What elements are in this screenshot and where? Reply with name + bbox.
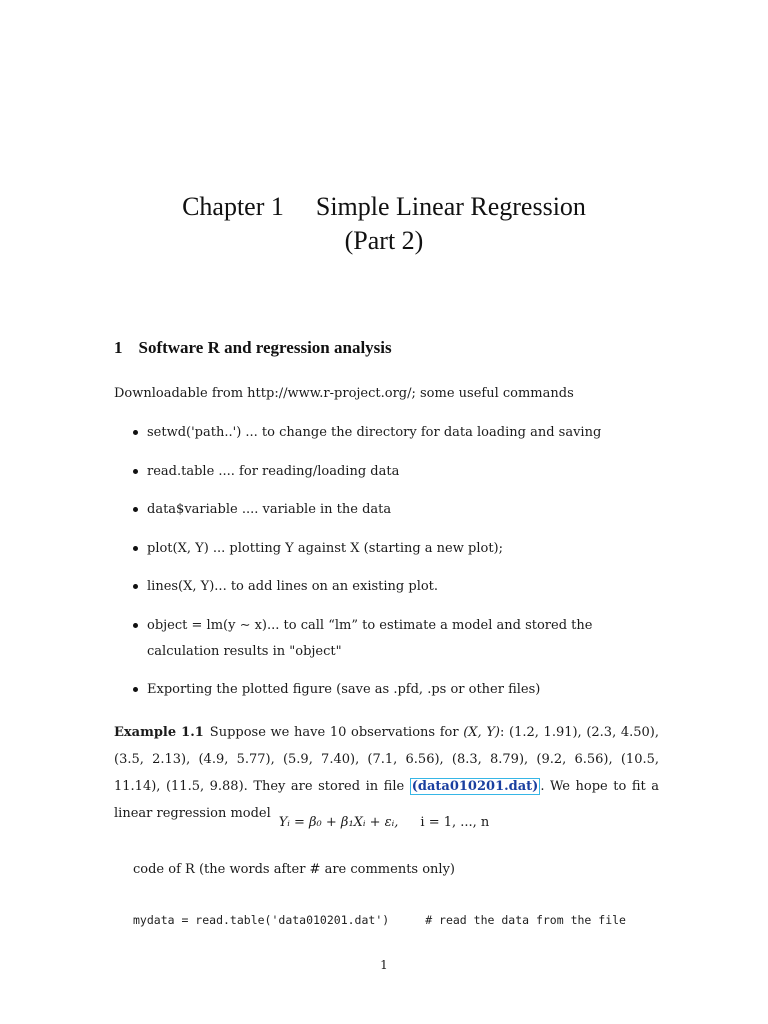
bullet-icon: [133, 623, 138, 628]
list-item: object = lm(y ∼ x)... to call “lm” to estimate a model and stored the calculation results in "object": [133, 613, 663, 665]
bullet-icon: [133, 584, 138, 589]
page-number: 1: [380, 958, 388, 972]
list-item: lines(X, Y)... to add lines on an existing plot.: [133, 574, 663, 600]
equation-range: i = 1, ..., n: [420, 815, 490, 830]
code-comment: # read the data from the file: [425, 913, 626, 927]
example-label: Example 1.1: [114, 725, 204, 740]
bullet-icon: [133, 507, 138, 512]
equation-main: Yᵢ = β₀ + β₁Xᵢ + εᵢ,: [278, 815, 399, 830]
bullet-icon: [133, 687, 138, 692]
section-number: 1: [114, 338, 123, 357]
code-note: code of R (the words after # are comments only): [133, 862, 456, 877]
intro-paragraph: Downloadable from http://www.r-project.org/; some useful commands: [114, 386, 574, 401]
section-heading: [114, 338, 392, 358]
chapter-title-line1: [0, 191, 768, 223]
list-item: Exporting the plotted figure (save as .pfd, .ps or other files): [133, 677, 663, 703]
bullet-icon: [133, 430, 138, 435]
bullet-icon: [133, 469, 138, 474]
list-item: data$variable .... variable in the data: [133, 497, 663, 523]
data-file-link[interactable]: (data010201.dat): [411, 779, 539, 794]
example-paragraph: Example 1.1 Suppose we have 10 observations for (X, Y): (1.2, 1.91), (2.3, 4.50), (3.5, 2.13), (4.9, 5.77), (5.9, 7.40), (7.1, 6.56), (8.3, 8.79), (9.2, 6.56), (10.5, 11.14), (11.5, 9.88). They are stored in file (data010201.dat) . We hope to fit a linear regression model: [114, 725, 660, 821]
regression-equation: [0, 815, 768, 830]
chapter-title: Simple Linear Regression: [315, 192, 586, 221]
list-item: read.table .... for reading/loading data: [133, 459, 663, 485]
bullet-icon: [133, 546, 138, 551]
section-title: Software R and regression analysis: [138, 338, 392, 357]
code-line: [133, 913, 626, 927]
list-item: plot(X, Y) ... plotting Y against X (starting a new plot);: [133, 536, 663, 562]
xy-variables: (X, Y): [463, 725, 500, 740]
chapter-number: Chapter 1: [182, 192, 284, 221]
list-item: setwd('path..') ... to change the directory for data loading and saving: [133, 420, 663, 446]
code-statement: mydata = read.table('data010201.dat'): [133, 913, 390, 927]
chapter-title-line2: (Part 2): [344, 226, 424, 255]
